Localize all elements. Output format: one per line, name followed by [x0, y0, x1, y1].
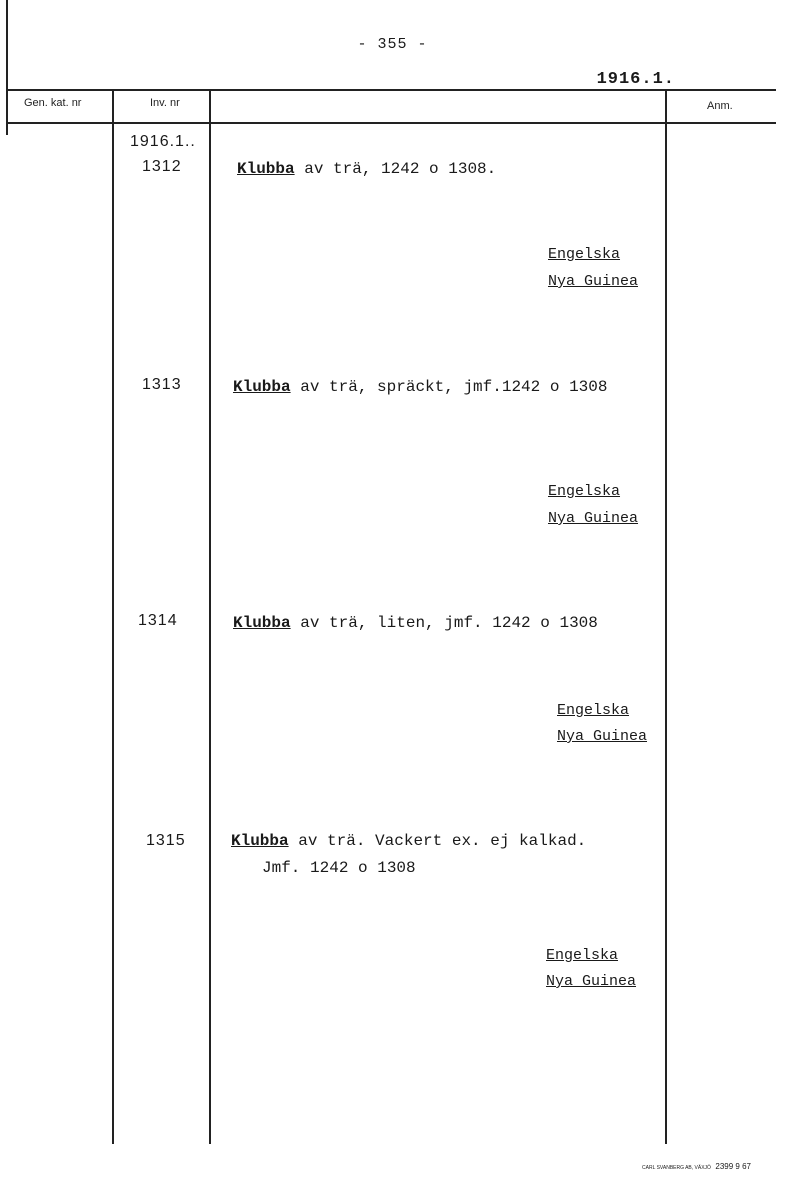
- location-line-1: Engelska: [548, 483, 621, 500]
- page-number: - 355 -: [357, 36, 428, 53]
- location-line-2: Nya Guinea: [548, 273, 639, 290]
- entry-keyword: Klubba: [231, 832, 289, 850]
- printer-name: CARL SVANBERG AB, VÄXJÖ: [642, 1165, 711, 1171]
- entry-keyword: Klubba: [233, 614, 291, 632]
- entry-description: [237, 160, 496, 178]
- year-heading: 1916.1.: [596, 70, 675, 89]
- year-inline: 1916.1..: [130, 133, 196, 150]
- location-line-1: Engelska: [548, 246, 621, 263]
- location-line-2: Nya Guinea: [548, 510, 639, 527]
- column-divider-2: [209, 89, 211, 1144]
- entry-description-line-2: Jmf. 1242 o 1308: [262, 859, 416, 877]
- column-divider-1: [112, 89, 114, 1144]
- form-code: 2399 9 67: [715, 1162, 751, 1171]
- entry-keyword: Klubba: [233, 378, 291, 396]
- entry-text: av trä, liten, jmf. 1242 o 1308: [300, 614, 598, 632]
- header-top-line: [6, 89, 776, 91]
- location-line-2: Nya Guinea: [557, 728, 648, 745]
- entry-keyword: Klubba: [237, 160, 295, 178]
- entry-text: av trä, spräckt, jmf.1242 o 1308: [300, 378, 608, 396]
- column-header-anm: Anm.: [707, 100, 733, 112]
- inventory-number: 1313: [142, 376, 182, 393]
- entry-text: av trä, 1242 o 1308.: [304, 160, 497, 178]
- location-line-1: Engelska: [546, 947, 619, 964]
- entry-text: av trä. Vackert ex. ej kalkad.: [298, 832, 587, 850]
- inventory-number: 1314: [138, 612, 178, 629]
- inventory-number: 1312: [142, 158, 182, 175]
- location-line-1: Engelska: [557, 702, 630, 719]
- inventory-number: 1315: [146, 832, 186, 849]
- column-header-gen-kat: Gen. kat. nr: [24, 97, 82, 109]
- entry-description: [233, 614, 598, 632]
- header-bottom-line: [6, 122, 776, 124]
- left-margin-line: [6, 0, 8, 135]
- entry-description: [231, 832, 586, 850]
- column-divider-3: [665, 89, 667, 1144]
- column-header-inv: Inv. nr: [150, 97, 180, 109]
- entry-description: [233, 378, 607, 396]
- location-line-2: Nya Guinea: [546, 973, 637, 990]
- printer-imprint: [642, 1162, 751, 1171]
